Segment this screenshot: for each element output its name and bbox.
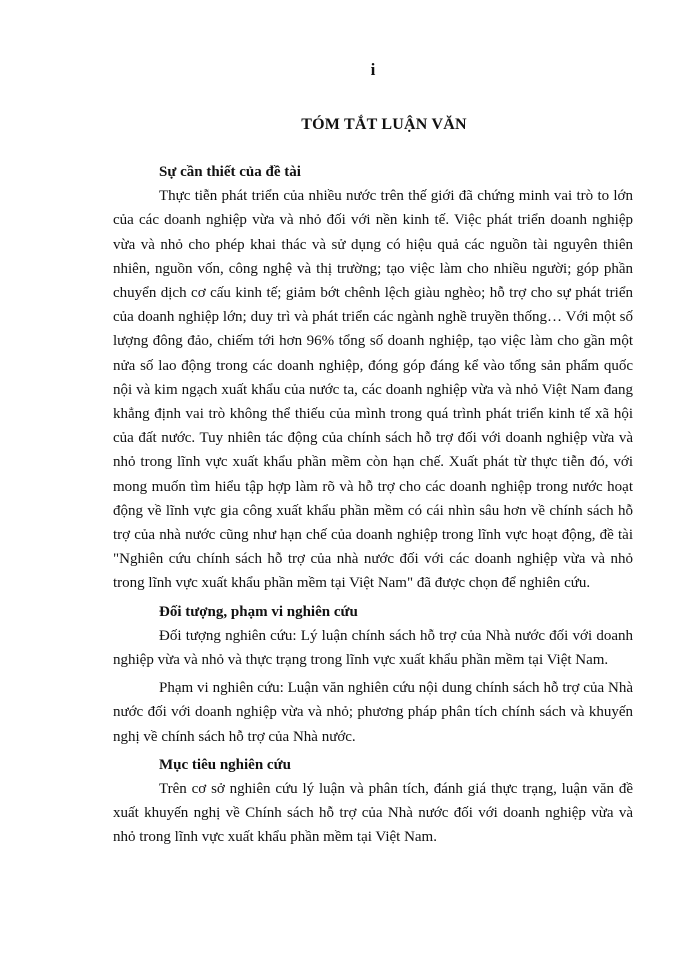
section-paragraph: Thực tiễn phát triển của nhiều nước trên thế giới đã chứng minh vai trò to lớn của các doanh nghiệp vừa và nhỏ đối với nền kinh tế. Việc phát triển doanh nghiệp vừa và nhỏ cho phép khai thác và sử dụng có hiệu quả các nguồn tài nguyên thiên nhiên, nguồn vốn, công nghệ và thị trường; tạo việc làm cho nhiều người; góp phần chuyển dịch cơ cấu kinh tế; giảm bớt chênh lệch giàu nghèo; hỗ trợ cho sự phát triển của doanh nghiệp lớn; duy trì và phát triển các ngành nghề truyền thống… Với một số lượng đông đảo, chiếm tới hơn 96% tổng số doanh nghiệp, tạo việc làm cho gần một nửa số lao động trong các doanh nghiệp, đóng góp đáng kể vào tổng sản phẩm quốc nội và kim ngạch xuất khẩu của nước ta, các doanh nghiệp vừa và nhỏ Việt Nam đang khẳng định vai trò không thể thiếu của mình trong quá trình phát triển kinh tế xã hội của đất nước. Tuy nhiên tác động của chính sách hỗ trợ đối với doanh nghiệp vừa và nhỏ trong lĩnh vực xuất khẩu phần mềm còn hạn chế. Xuất phát từ thực tiễn đó, với mong muốn tìm hiểu tập hợp làm rõ và hỗ trợ cho các doanh nghiệp trong nước hoạt động về lĩnh vực gia công xuất khẩu phần mềm có cái nhìn sâu hơn về chính sách hỗ trợ của nhà nước cũng như hạn chế của doanh nghiệp trong lĩnh vực hoạt động, đề tài "Nghiên cứu chính sách hỗ trợ của nhà nước đối với các doanh nghiệp vừa và nhỏ trong lĩnh vực xuất khẩu phần mềm tại Việt Nam" đã được chọn để nghiên cứu. [113, 188, 633, 592]
document-body [113, 160, 633, 850]
section-heading-objectives: Mục tiêu nghiên cứu [159, 756, 291, 773]
section-heading-scope: Đối tượng, phạm vi nghiên cứu [159, 603, 358, 620]
section-paragraph: Đối tượng nghiên cứu: Lý luận chính sách hỗ trợ của Nhà nước đối với doanh nghiệp vừa và nhỏ và thực trạng trong lĩnh vực xuất khẩu phần mềm tại Việt Nam. [113, 627, 633, 669]
page-number: i [370, 60, 376, 79]
section-heading-necessity: Sự cần thiết của đề tài [159, 164, 301, 180]
document-title: TÓM TẮT LUẬN VĂN [301, 116, 467, 133]
section-paragraph: Trên cơ sở nghiên cứu lý luận và phân tích, đánh giá thực trạng, luận văn đề xuất khuyến nghị về Chính sách hỗ trợ của Nhà nước đối với doanh nghiệp vừa và nhỏ trong lĩnh vực xuất khẩu phần mềm tại Việt Nam. [113, 781, 633, 846]
section-paragraph: Phạm vi nghiên cứu: Luận văn nghiên cứu nội dung chính sách hỗ trợ của Nhà nước đối với doanh nghiệp vừa và nhỏ; phương pháp phân tích chính sách và khuyến nghị về chính sách hỗ trợ của Nhà nước. [113, 680, 633, 745]
